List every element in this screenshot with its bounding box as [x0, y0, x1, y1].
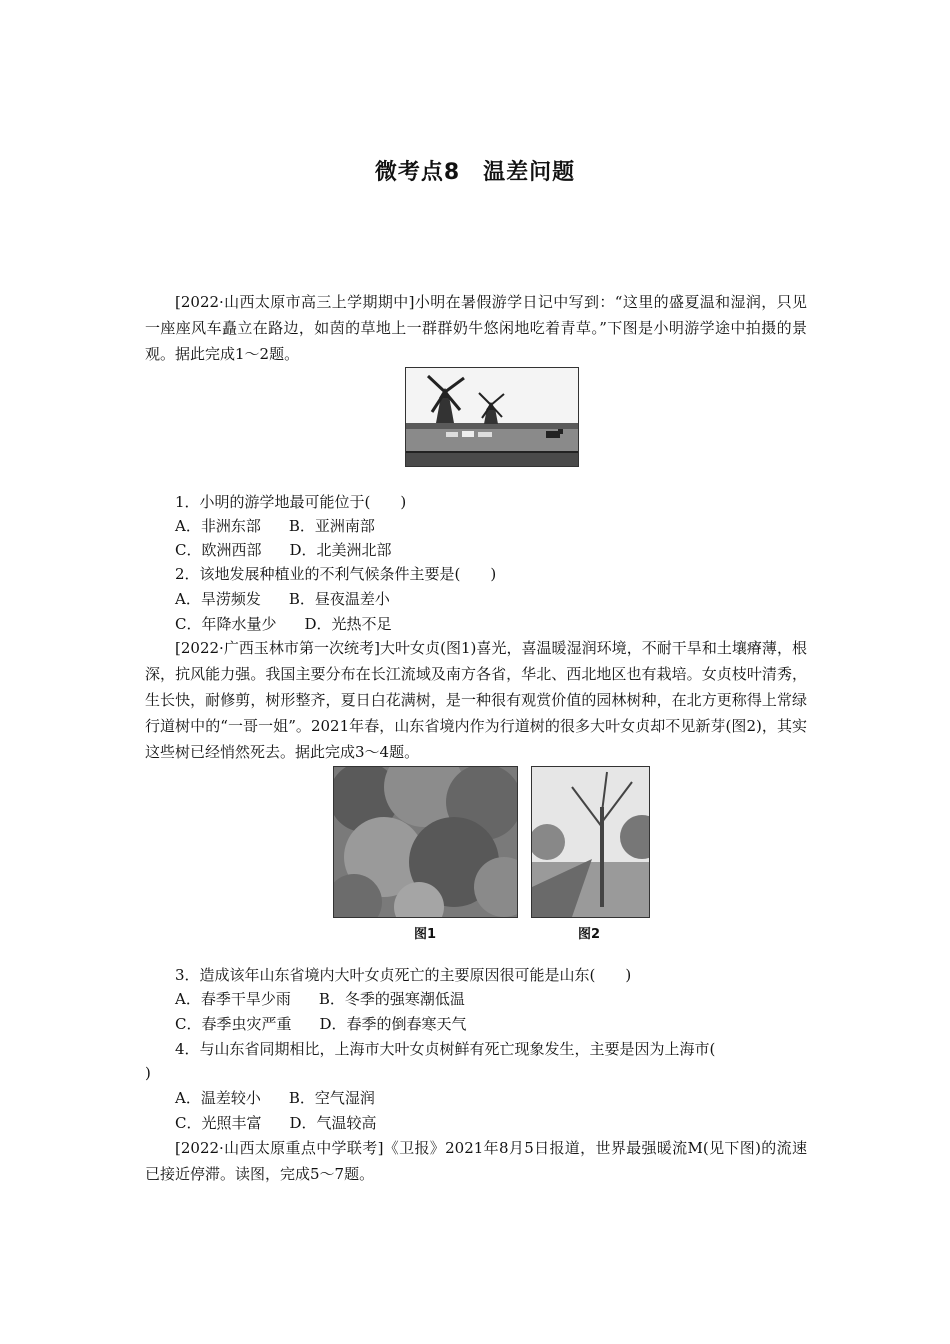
option: D．北美洲北部 — [289, 541, 392, 559]
photo-windmill-landscape — [405, 367, 579, 467]
option: A．旱涝频发 — [175, 590, 261, 608]
option: B．冬季的强寒潮低温 — [318, 990, 465, 1008]
photo-figure-1-privet-tree — [333, 766, 518, 918]
question-4-options-ab — [175, 1085, 375, 1111]
option: D．气温较高 — [289, 1114, 377, 1132]
option: C．欧洲西部 — [175, 541, 262, 559]
option: C．光照丰富 — [175, 1114, 262, 1132]
option: B．昼夜温差小 — [288, 590, 390, 608]
question-3-options-ab — [175, 986, 465, 1012]
photo-figure-2-dead-trees — [531, 766, 650, 918]
figure-1-caption: 图1 — [414, 927, 437, 942]
question-2-stem: 2．该地发展种植业的不利气候条件主要是( ) — [175, 565, 497, 583]
option: C．春季虫灾严重 — [175, 1015, 292, 1033]
passage-intro-3: [2022·山西太原重点中学联考]《卫报》2021年8月5日报道，世界最强暖流M(见下图)的流速已接近停滞。读图，完成5～7题。 — [145, 1139, 807, 1183]
option: D．春季的倒春寒天气 — [319, 1015, 467, 1033]
question-4-options-cd — [175, 1110, 377, 1136]
passage-intro-1: [2022·山西太原市高三上学期期中]小明在暑假游学日记中写到：“这里的盛夏温和湿润，只见一座座风车矗立在路边，如茵的草地上一群群奶牛悠闲地吃着青草。”下图是小明游学途中拍摄的景观。据此完成1～2题。 — [145, 293, 807, 363]
question-4-stem: 4．与山东省同期相比，上海市大叶女贞树鲜有死亡现象发生，主要是因为上海市( — [175, 1040, 716, 1058]
question-2-options-cd — [175, 611, 392, 637]
option: A．温差较小 — [175, 1089, 261, 1107]
option: D．光热不足 — [304, 615, 392, 633]
question-2-options-ab — [175, 586, 390, 612]
question-3-options-cd — [175, 1011, 467, 1037]
question-1-stem: 1．小明的游学地最可能位于( ) — [175, 493, 407, 511]
passage-intro-2: [2022·广西玉林市第一次统考]大叶女贞(图1)喜光，喜温暖湿润环境，不耐干旱和土壤瘠薄，根深，抗风能力强。我国主要分布在长江流域及南方各省，华北、西北地区也有栽培。女贞枝叶清秀，生长快，耐修剪，树形整齐，夏日白花满树，是一种很有观赏价值的园林树种，在北方更称得上常绿行道树中的“一哥一姐”。2021年春，山东省境内作为行道树的很多大叶女贞却不见新芽(图2)，其实这些树已经悄然死去。据此完成3～4题。 — [145, 639, 807, 761]
option: B．亚洲南部 — [288, 517, 375, 535]
question-1-options-cd — [175, 537, 392, 563]
question-3-stem: 3．造成该年山东省境内大叶女贞死亡的主要原因很可能是山东( ) — [175, 966, 632, 984]
figure-2-caption: 图2 — [578, 927, 601, 942]
question-1-options-ab — [175, 513, 375, 539]
option: A．非洲东部 — [175, 517, 261, 535]
option: C．年降水量少 — [175, 615, 277, 633]
option: A．春季干旱少雨 — [175, 990, 291, 1008]
option: B．空气湿润 — [288, 1089, 375, 1107]
question-4-stem-cont: ) — [145, 1064, 151, 1082]
page-title: 微考点8 温差问题 — [374, 160, 576, 185]
